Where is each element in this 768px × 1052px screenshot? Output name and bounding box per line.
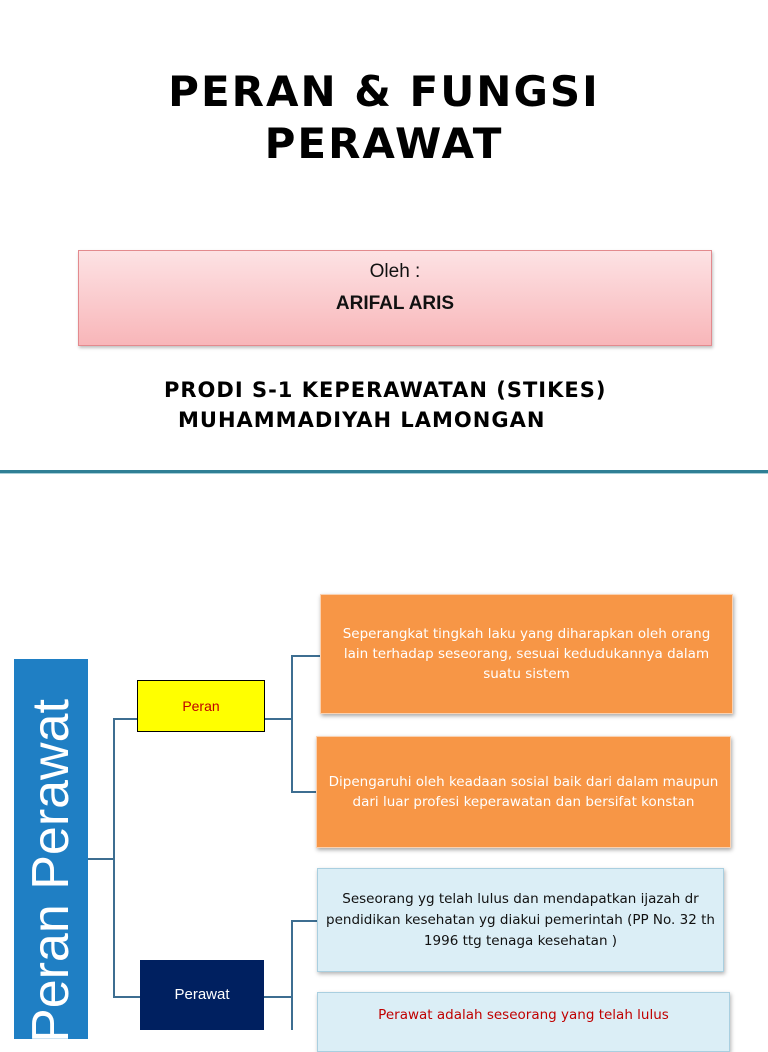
connector-to-peran xyxy=(113,718,137,720)
connector-root xyxy=(88,858,114,860)
perawat-description-1 xyxy=(317,868,724,972)
node-peran: Peran xyxy=(137,680,265,732)
side-title xyxy=(14,659,88,1043)
connector-to-perawat xyxy=(113,996,140,998)
peran-description-2-text: Dipengaruhi oleh keadaan sosial baik dari dalam maupun dari luar profesi keperawatan dan bersifat konstan xyxy=(328,774,719,810)
prodi-line-2: MUHAMMADIYAH LAMONGAN xyxy=(178,408,546,432)
connector-peran-desc1 xyxy=(291,655,320,657)
title-slide xyxy=(0,0,768,470)
peran-description-2 xyxy=(316,736,731,848)
connector-perawat-desc1 xyxy=(291,920,317,922)
connector-peran-trunk xyxy=(291,655,293,792)
title-line-2: PERAWAT xyxy=(264,119,504,168)
connector-peran-out xyxy=(263,718,292,720)
author-box xyxy=(78,250,712,346)
perawat-description-2 xyxy=(317,992,730,1052)
connector-perawat-trunk xyxy=(291,920,293,1030)
side-title-text: Peran Perawat xyxy=(22,699,80,1043)
author-name: ARIFAL ARIS xyxy=(335,293,455,314)
peran-description-1 xyxy=(320,594,733,714)
prodi-line-1: PRODI S-1 KEPERAWATAN (STIKES) xyxy=(164,378,607,402)
connector-peran-desc2 xyxy=(291,791,316,793)
title-line-1: PERAN & FUNGSI xyxy=(168,67,600,116)
peran-description-1-text: Seperangkat tingkah laku yang diharapkan oleh orang lain terhadap seseorang, sesuai kedudukannya dalam suatu sistem xyxy=(342,626,711,682)
node-perawat: Perawat xyxy=(140,960,264,1030)
connector-perawat-out xyxy=(264,996,292,998)
connector-trunk xyxy=(113,718,115,998)
slide-title xyxy=(0,66,768,170)
perawat-description-2-text: Perawat adalah seseorang yang telah lulus xyxy=(378,1007,669,1023)
perawat-description-1-text: Seseorang yg telah lulus dan mendapatkan ijazah dr pendidikan kesehatan yg diakui pemerintah (PP No. 32 th 1996 ttg tenaga kesehatan ) xyxy=(326,890,715,949)
diagram-slide xyxy=(0,474,768,1043)
oleh-label: Oleh : xyxy=(369,261,421,282)
